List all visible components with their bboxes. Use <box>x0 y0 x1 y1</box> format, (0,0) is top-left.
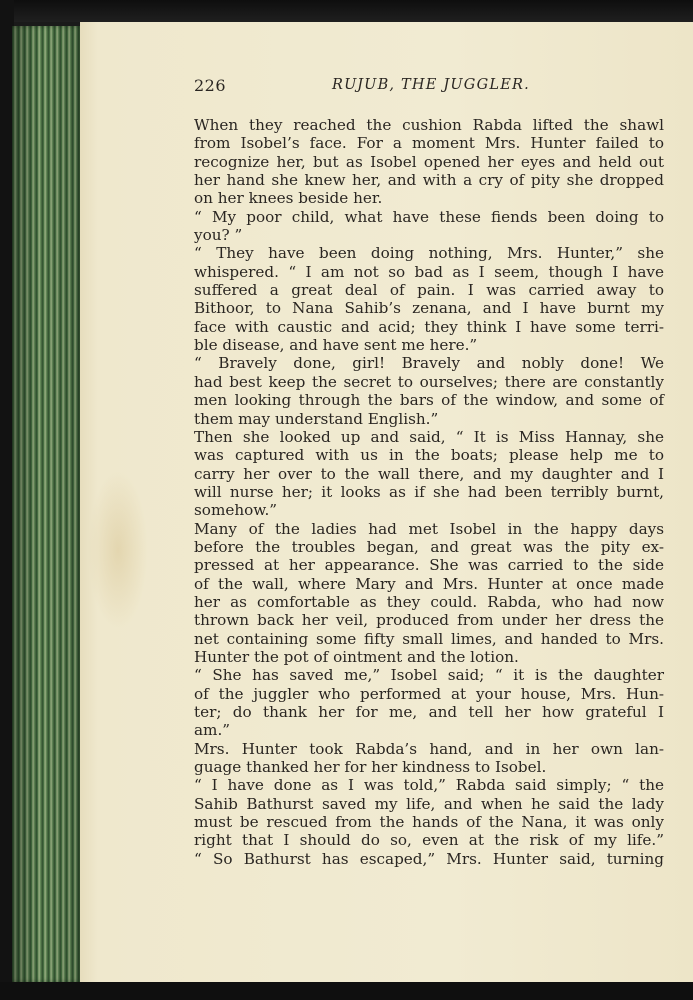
text-line: guage thanked her for her kindness to Isobel. <box>194 758 547 777</box>
text-line: Bithoor, to Nana Sahib’s zenana, and I have burnt my <box>194 299 664 318</box>
text-line: recognize her, but as Isobel opened her eyes and held out <box>194 152 664 171</box>
text-line: of the wall, where Mary and Mrs. Hunter at once made <box>194 574 664 593</box>
text-line: ble disease, and have sent me here.” <box>194 336 478 355</box>
text-line: on her knees beside her. <box>194 189 383 208</box>
scan-bottom-border <box>0 982 693 1000</box>
text-line: her as comfortable as they could. Rabda, who had now <box>194 592 664 611</box>
page-content <box>194 76 664 868</box>
text-line: net containing some fifty small limes, and handed to Mrs. <box>194 629 664 648</box>
text-line: “ They have been doing nothing, Mrs. Hunter,” she <box>194 244 664 263</box>
text-line: them may understand English.” <box>194 409 439 428</box>
text-line: men looking through the bars of the window, and some of <box>194 391 664 410</box>
text-line: “ So Bathurst has escaped,” Mrs. Hunter said, turning <box>194 849 664 868</box>
text-line: Hunter the pot of ointment and the lotion. <box>194 647 519 666</box>
text-line: When they reached the cushion Rabda lifted the shawl <box>194 116 664 134</box>
text-line: “ My poor child, what have these fiends been doing to <box>194 207 664 226</box>
text-line: must be rescued from the hands of the Nana, it was only <box>194 813 664 832</box>
text-line: Mrs. Hunter took Rabda’s hand, and in her own lan- <box>194 739 664 758</box>
text-line: somehow.” <box>194 501 278 520</box>
text-line: had best keep the secret to ourselves; there are constantly <box>194 372 664 391</box>
text-line: pressed at her appearance. She was carried to the side <box>194 556 664 575</box>
page-edges-shadow <box>12 26 82 982</box>
text-line: thrown back her veil, produced from under her dress the <box>194 611 664 630</box>
text-line: of the juggler who performed at your house, Mrs. Hun- <box>194 684 664 703</box>
text-line: ter; do thank her for me, and tell her how grateful I <box>194 703 664 721</box>
text-line: “ Bravely done, girl! Bravely and nobly done! We <box>194 354 664 373</box>
body-text <box>194 116 664 868</box>
text-line: from Isobel’s face. For a moment Mrs. Hunter failed to <box>194 134 664 153</box>
text-line: will nurse her; it looks as if she had been terribly burnt, <box>194 482 664 501</box>
text-line: Then she looked up and said, “ It is Miss Hannay, she <box>194 427 664 446</box>
text-line: “ She has saved me,” Isobel said; “ it is the daughter <box>194 666 664 685</box>
page-number: 226 <box>194 76 227 95</box>
text-line: whispered. “ I am not so bad as I seem, though I have <box>194 262 664 281</box>
scan-top-border <box>0 0 693 22</box>
text-line: face with caustic and acid; they think I have some terri- <box>194 317 664 336</box>
text-line: her hand she knew her, and with a cry of pity she dropped <box>194 171 664 190</box>
text-line: suffered a great deal of pain. I was carried away to <box>194 281 664 300</box>
text-line: am.” <box>194 721 231 740</box>
text-line: carry her over to the wall there, and my daughter and I <box>194 464 664 483</box>
running-title: RUJUB, THE JUGGLER. <box>332 77 530 93</box>
text-line: was captured with us in the boats; please help me to <box>194 446 664 465</box>
text-line: “ I have done as I was told,” Rabda said simply; “ the <box>194 776 664 795</box>
text-line: you? ” <box>194 226 243 245</box>
text-line: Sahib Bathurst saved my life, and when he said the lady <box>194 794 664 813</box>
text-line: Many of the ladies had met Isobel in the happy days <box>194 519 664 538</box>
text-line: right that I should do so, even at the risk of my life.” <box>194 831 664 850</box>
text-line: before the troubles began, and great was the pity ex- <box>194 537 664 556</box>
paper-stain <box>88 470 148 630</box>
running-head <box>194 76 664 102</box>
